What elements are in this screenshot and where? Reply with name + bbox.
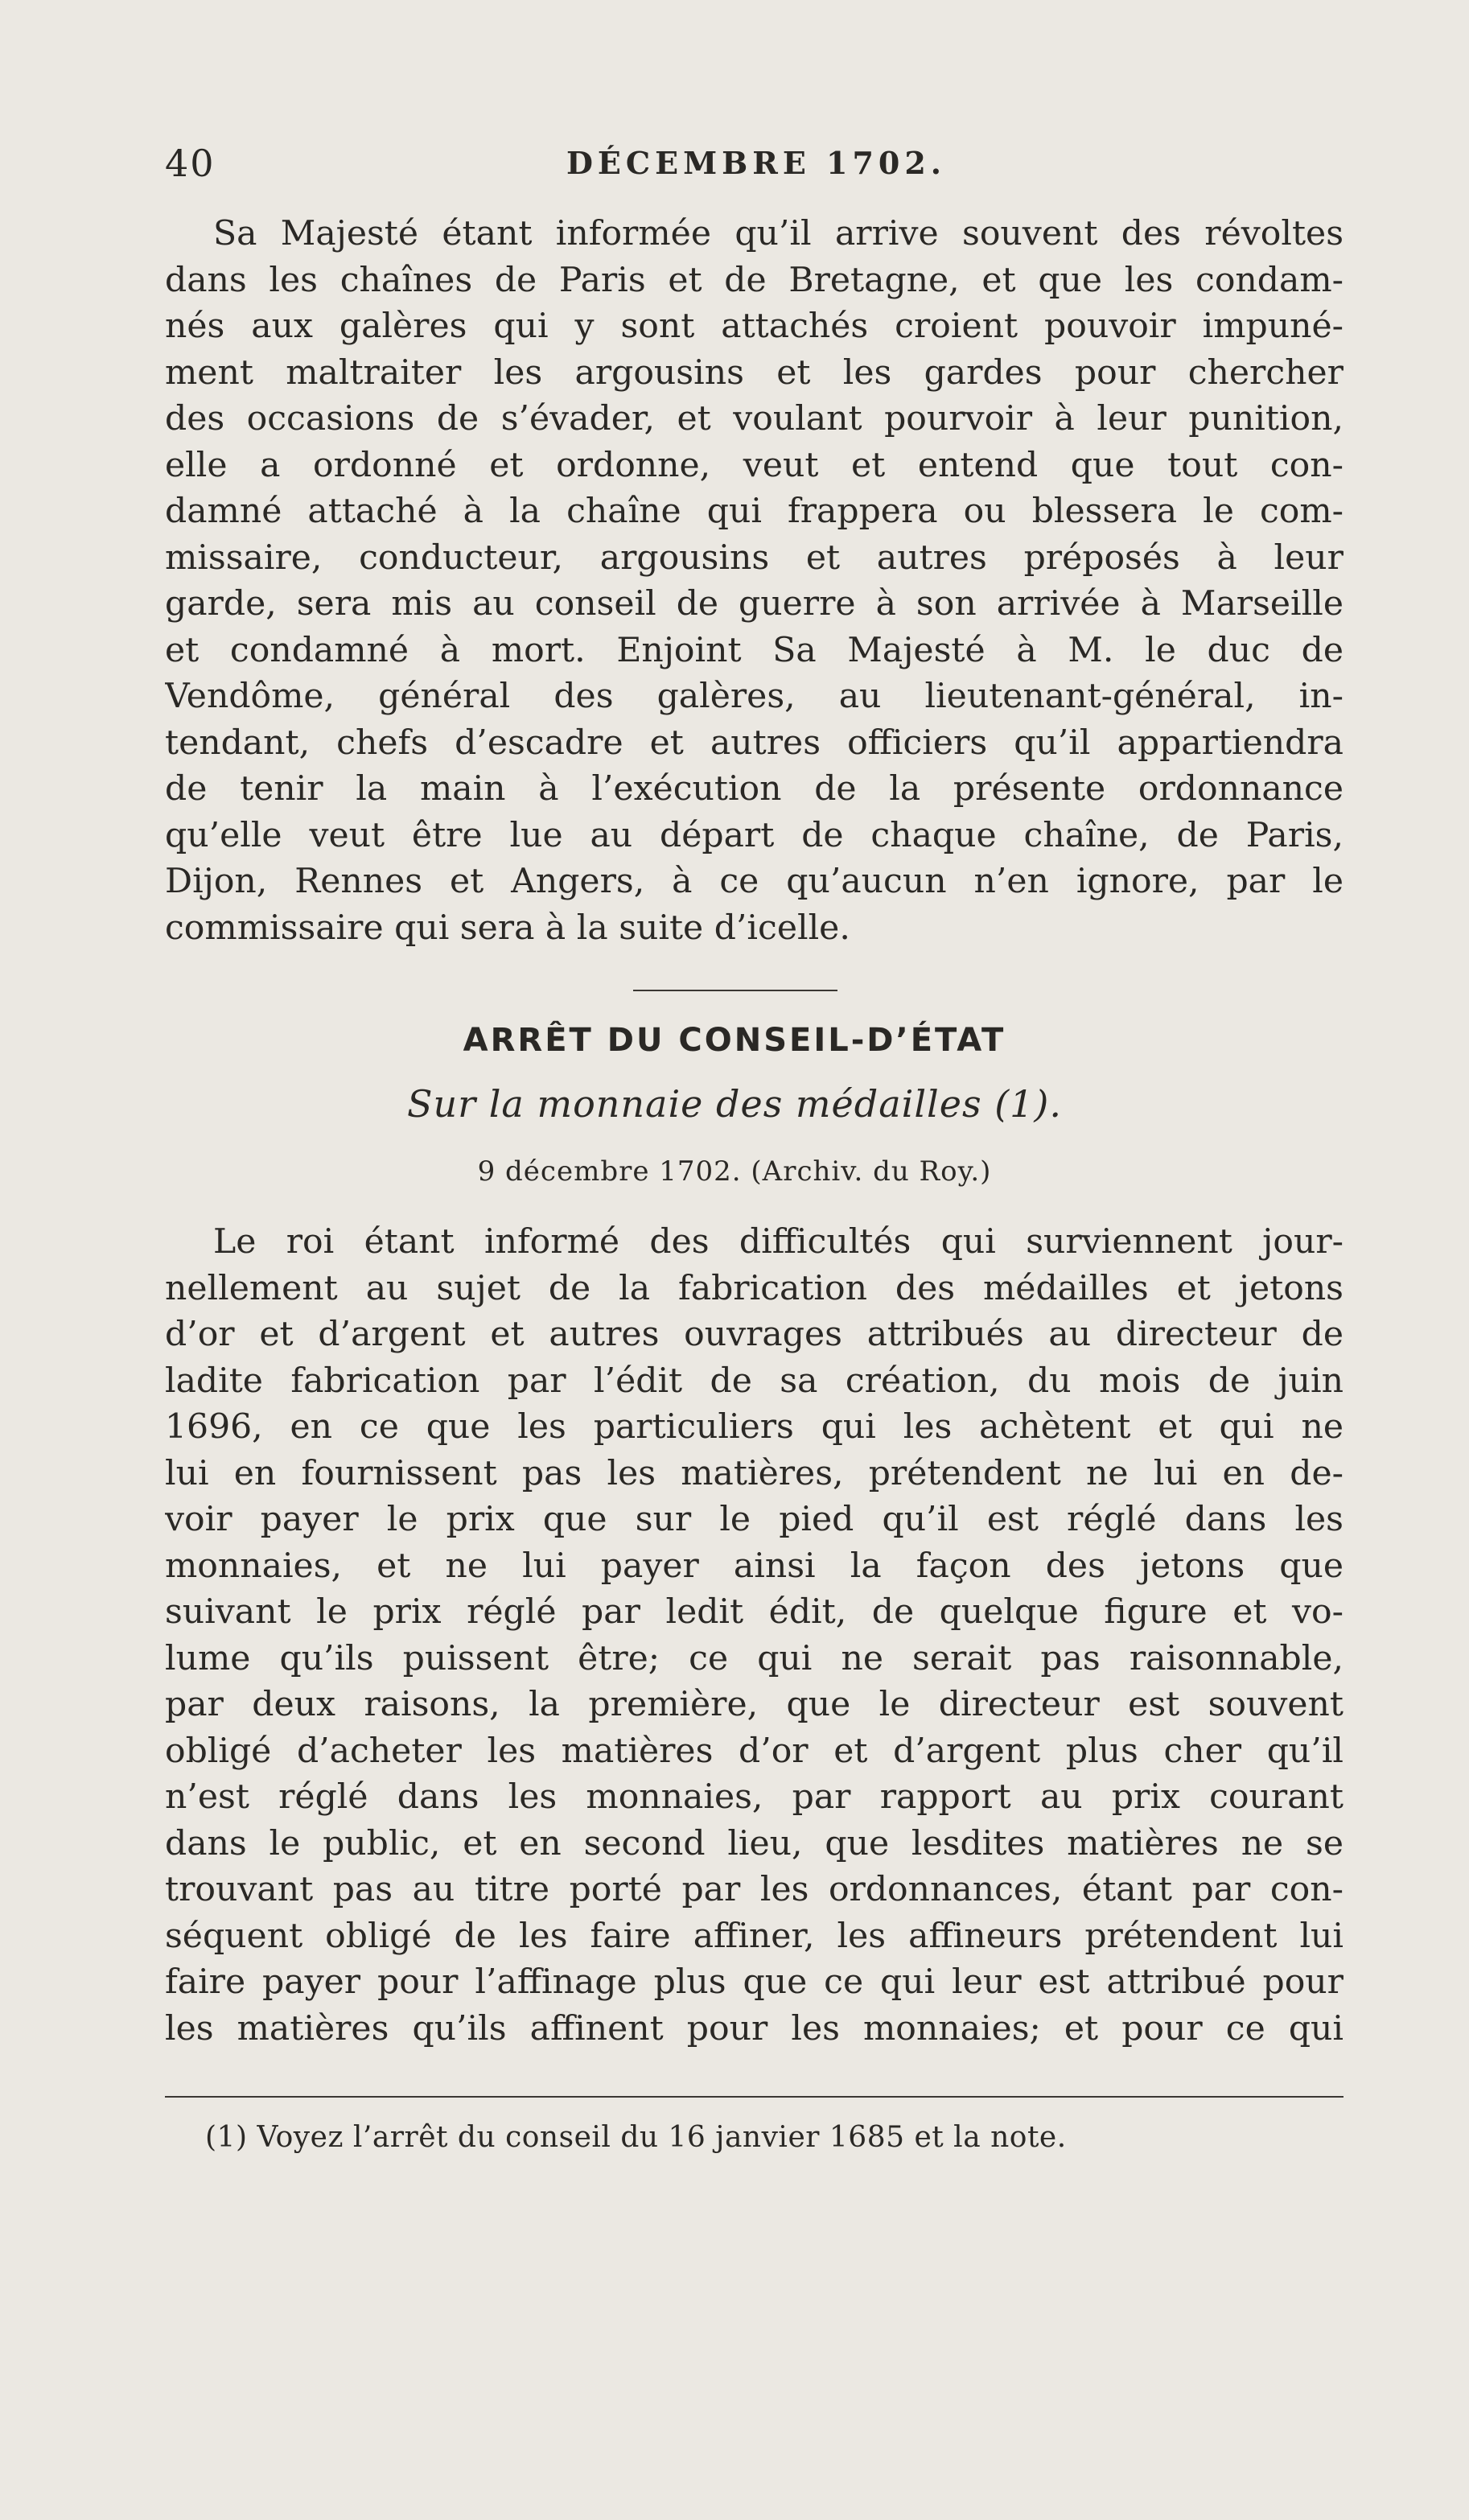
page-header — [165, 142, 1348, 190]
running-head: DÉCEMBRE 1702. — [566, 145, 947, 181]
footnote-divider — [165, 2096, 1343, 2098]
text-line: damné attaché à la chaîne qui frappera ou blessera le com- — [165, 492, 1343, 531]
text-line: dans les chaînes de Paris et de Bretagne, et que les condam- — [165, 260, 1343, 300]
text-line: faire payer pour l’affinage plus que ce qui leur est attribué pour — [165, 1962, 1343, 2002]
text-line: tendant, chefs d’escadre et autres officiers qu’il appartiendra — [165, 723, 1343, 763]
text-line: Le roi étant informé des difficultés qui surviennent jour- — [213, 1222, 1343, 1262]
text-line: n’est réglé dans les monnaies, par rapport au prix courant — [165, 1777, 1343, 1817]
text-line: de tenir la main à l’exécution de la présente ordonnance — [165, 769, 1343, 809]
text-line: ladite fabrication par l’édit de sa création, du mois de juin — [165, 1361, 1343, 1401]
section-subtitle: Sur la monnaie des médailles (1). — [406, 1082, 1063, 1126]
text-line: suivant le prix réglé par ledit édit, de quelque figure et vo- — [165, 1592, 1343, 1632]
page-number: 40 — [165, 142, 216, 185]
text-line: des occasions de s’évader, et voulant pourvoir à leur punition, — [165, 399, 1343, 439]
footnote: (1) Voyez l’arrêt du conseil du 16 janvier 1685 et la note. — [205, 2121, 1067, 2154]
text-line: lume qu’ils puissent être; ce qui ne serait pas raisonnable, — [165, 1638, 1343, 1678]
text-line: lui en fournissent pas les matières, prétendent ne lui en de- — [165, 1453, 1343, 1493]
text-line: et condamné à mort. Enjoint Sa Majesté à M. le duc de — [165, 630, 1343, 670]
decree-paragraph — [165, 1219, 1343, 2052]
text-line: les matières qu’ils affinent pour les monnaies; et pour ce qui — [165, 2008, 1343, 2049]
text-line: trouvant pas au titre porté par les ordonnances, étant par con- — [165, 1870, 1343, 1909]
section-date: 9 décembre 1702. (Archiv. du Roy.) — [477, 1155, 992, 1188]
text-line: missaire, conducteur, argousins et autres préposés à leur — [165, 537, 1343, 578]
text-line: ment maltraiter les argousins et les gardes pour chercher — [165, 352, 1343, 393]
text-line: elle a ordonné et ordonne, veut et entend que tout con- — [165, 445, 1343, 485]
text-line: garde, sera mis au conseil de guerre à son arrivée à Marseille — [165, 584, 1343, 624]
text-line: voir payer le prix que sur le pied qu’il est réglé dans les — [165, 1500, 1343, 1539]
text-line: Vendôme, général des galères, au lieutenant-général, in- — [165, 677, 1343, 716]
text-line: monnaies, et ne lui payer ainsi la façon des jetons que — [165, 1546, 1343, 1586]
text-line: commissaire qui sera à la suite d’icelle. — [165, 908, 850, 948]
text-line: d’or et d’argent et autres ouvrages attribués au directeur de — [165, 1315, 1343, 1354]
text-line: par deux raisons, la première, que le directeur est souvent — [165, 1685, 1343, 1724]
text-line: 1696, en ce que les particuliers qui les achètent et qui ne — [165, 1407, 1343, 1447]
section-title: ARRÊT DU CONSEIL-D’ÉTAT — [463, 1022, 1006, 1059]
text-line: séquent obligé de les faire affiner, les affineurs prétendent lui — [165, 1916, 1343, 1956]
ordinance-paragraph — [165, 211, 1343, 951]
section-divider — [633, 990, 837, 991]
text-line: nellement au sujet de la fabrication des médailles et jetons — [165, 1268, 1343, 1308]
text-line: dans le public, et en second lieu, que lesdites matières ne se — [165, 1823, 1343, 1863]
text-line: qu’elle veut être lue au départ de chaque chaîne, de Paris, — [165, 815, 1343, 855]
text-line: nés aux galères qui y sont attachés croient pouvoir impuné- — [165, 307, 1343, 346]
text-line: obligé d’acheter les matières d’or et d’argent plus cher qu’il — [165, 1731, 1343, 1771]
text-line: Sa Majesté étant informée qu’il arrive souvent des révoltes — [213, 214, 1343, 253]
text-line: Dijon, Rennes et Angers, à ce qu’aucun n’en ignore, par le — [165, 862, 1343, 901]
